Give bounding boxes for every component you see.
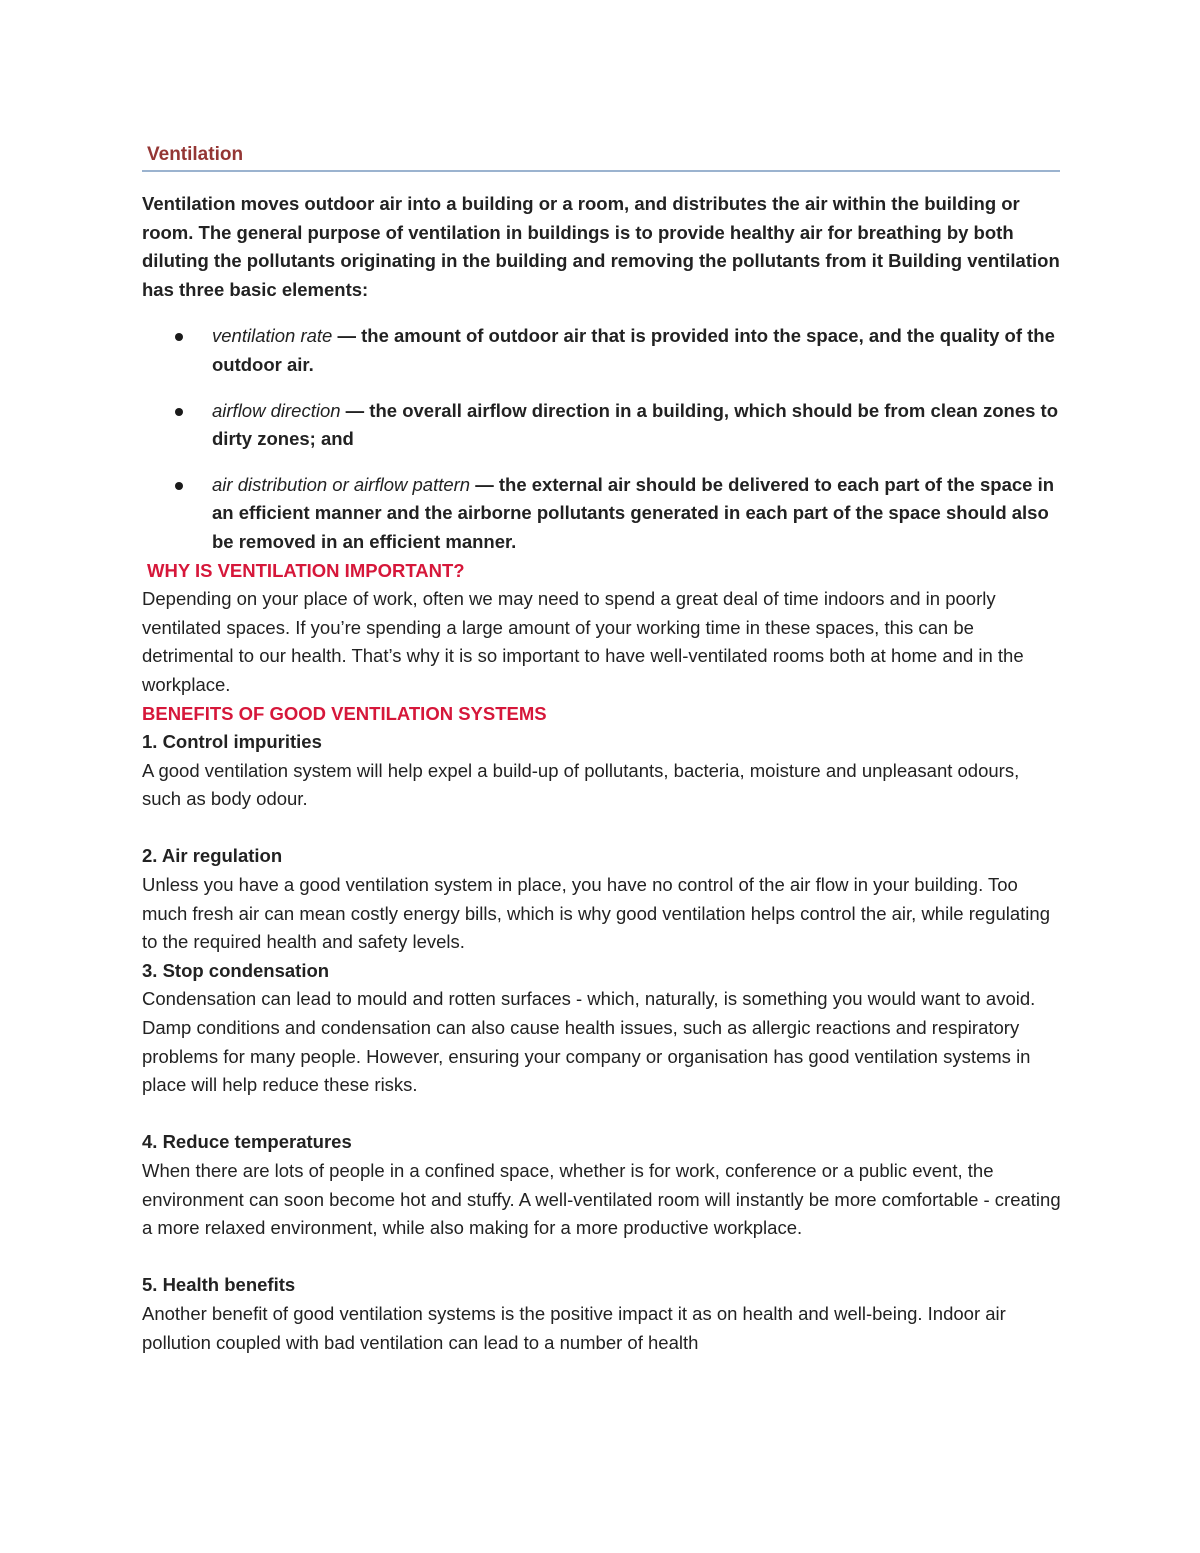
bullet-icon [175, 333, 183, 341]
paragraph-spacer [142, 1243, 1062, 1272]
benefit-heading: 4. Reduce temperatures [142, 1131, 352, 1153]
paragraph-spacer [142, 1100, 1062, 1129]
element-term: air distribution or airflow pattern [212, 473, 471, 495]
benefit-paragraph: When there are lots of people in a confined space, whether is for work, conference or a public event, the environment can soon become hot and stuffy. A well-ventilated room will instantly be more comfortable - creating a more relaxed environment, while also making for a more productive workplace. [142, 1160, 1061, 1239]
paragraph-spacer [142, 814, 1062, 843]
benefit-paragraph: Another benefit of good ventilation systems is the positive impact it as on health and well-being. Indoor air pollution coupled with bad ventilation can lead to a number of health [142, 1302, 1006, 1353]
bullet-icon [175, 482, 183, 490]
bullet-icon [175, 408, 183, 416]
list-item [142, 397, 1062, 454]
document-page [142, 142, 1062, 1357]
element-term: ventilation rate [212, 325, 333, 347]
benefit-heading: 5. Health benefits [142, 1274, 296, 1296]
benefit-heading: 2. Air regulation [142, 845, 283, 867]
element-description: — the amount of outdoor air that is provided into the space, and the quality of the outdoor air. [212, 325, 1055, 375]
benefit-paragraph: Unless you have a good ventilation system in place, you have no control of the air flow in your building. Too much fresh air can mean costly energy bills, which is why good ventilation helps control the air, while regulating to the required health and safety levels. [142, 874, 1050, 953]
benefits-heading: BENEFITS OF GOOD VENTILATION SYSTEMS [142, 702, 547, 724]
benefit-heading: 1. Control impurities [142, 731, 322, 753]
why-heading: WHY IS VENTILATION IMPORTANT? [147, 559, 465, 581]
element-description: — the overall airflow direction in a building, which should be from clean zones to dirty zones; and [212, 399, 1059, 450]
element-description: — the external air should be delivered to each part of the space in an efficient manner and the airborne pollutants generated in each part of the space should also be removed in an efficient manner. [212, 473, 1055, 552]
element-term: airflow direction [212, 399, 341, 421]
list-item [142, 471, 1062, 557]
benefit-paragraph: A good ventilation system will help expel a build-up of pollutants, bacteria, moisture and unpleasant odours, such as body odour. [142, 759, 1020, 810]
list-item [142, 322, 1062, 379]
ventilation-elements-list [142, 322, 1062, 556]
why-paragraph: Depending on your place of work, often we may need to spend a great deal of time indoors and in poorly ventilated spaces. If you’re spending a large amount of your working time in these spaces, this can be detrimental to our health. That’s why it is so important to have well-ventilated rooms both at home and in the workplace. [142, 588, 1024, 695]
document-title: Ventilation [147, 144, 244, 165]
benefit-heading: 3. Stop condensation [142, 959, 330, 981]
intro-paragraph: Ventilation moves outdoor air into a building or a room, and distributes the air within the building or room. The general purpose of ventilation in buildings is to provide healthy air for breathing by both diluting the pollutants originating in the building and removing the pollutants from it Building ventilation has three basic elements: [142, 193, 1060, 300]
title-underline [142, 170, 1060, 172]
benefit-paragraph: Condensation can lead to mould and rotten surfaces - which, naturally, is something you would want to avoid. Damp conditions and condensation can also cause health issues, such as allergic reactions and respiratory problems for many people. However, ensuring your company or organisation has good ventilation systems in place will help reduce these risks. [142, 988, 1036, 1096]
